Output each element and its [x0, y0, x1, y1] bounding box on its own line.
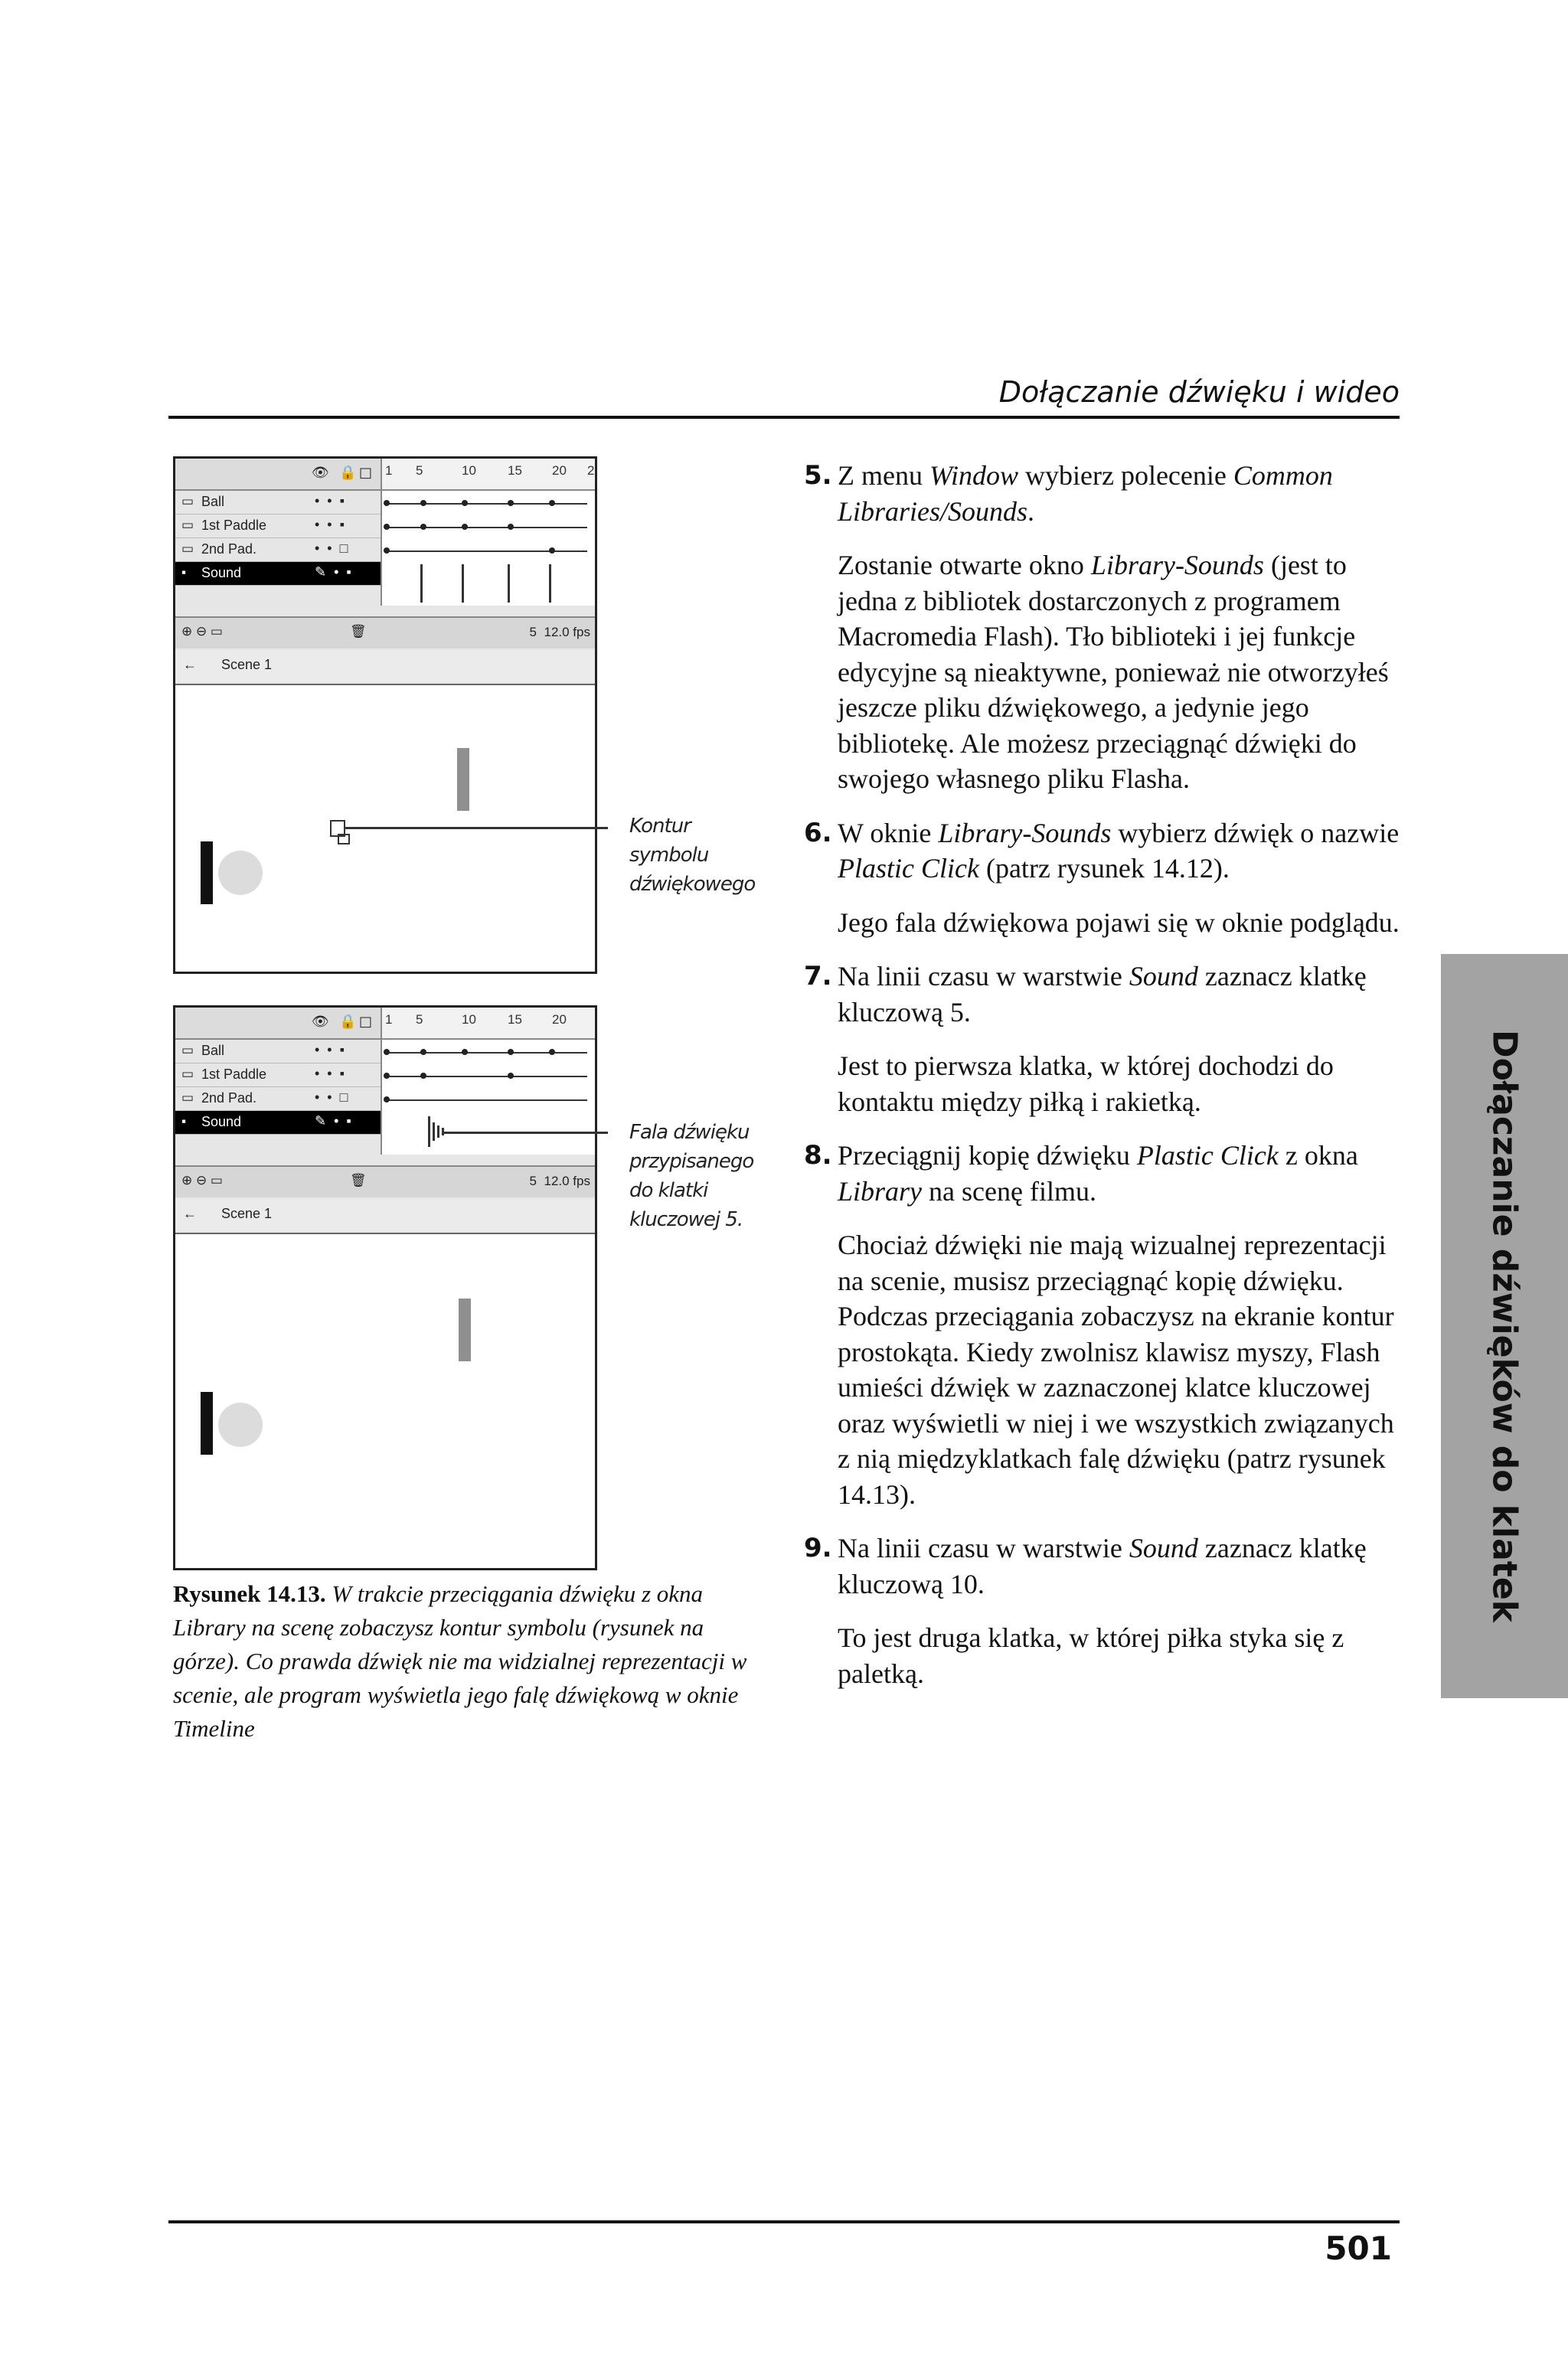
- chapter-side-tab: [1441, 954, 1568, 1698]
- text: Plastic Click: [1136, 1140, 1279, 1171]
- layer-toggles: ••▪: [315, 1042, 352, 1057]
- ruler-tick: 15: [508, 1012, 522, 1027]
- text: .: [1027, 495, 1035, 527]
- paddle-right: [459, 1299, 471, 1361]
- keyframe[interactable]: [420, 500, 426, 506]
- layer-label: 1st Paddle: [201, 1067, 267, 1082]
- header-rule: [168, 416, 1400, 419]
- text: wybierz dźwięk o nazwie: [1111, 817, 1400, 848]
- running-title: Dołączanie dźwięku i wideo: [998, 375, 1400, 409]
- sound-wave: [428, 1116, 430, 1147]
- step-number: 6.: [804, 817, 832, 848]
- layer-icon: ▪: [181, 565, 187, 580]
- ball: [218, 1403, 263, 1447]
- layer-icon: ▭: [181, 1043, 194, 1057]
- tween-track: [385, 1076, 587, 1077]
- keyframe[interactable]: [549, 547, 555, 554]
- frame-marker: [549, 564, 551, 603]
- keyframe[interactable]: [384, 1096, 390, 1103]
- layer-toggles: ••▪: [315, 493, 352, 508]
- text: Na linii czasu w warstwie: [838, 1533, 1129, 1563]
- eye-icon[interactable]: 👁: [312, 465, 329, 481]
- frame-marker: [508, 564, 510, 603]
- scene-bar: [175, 650, 595, 682]
- footer-rule: [168, 2220, 1400, 2223]
- layer-icon: ▭: [181, 494, 194, 508]
- callout-line-text: dźwiękowego: [629, 873, 756, 896]
- frame-ruler[interactable]: [381, 459, 595, 489]
- layer-toggles: ••□: [315, 541, 356, 556]
- keyframe[interactable]: [508, 500, 514, 506]
- scene-name[interactable]: Scene 1: [221, 1206, 273, 1221]
- trash-icon[interactable]: 🗑: [350, 1173, 367, 1188]
- layer-toggles: ••▪: [315, 1066, 352, 1081]
- ruler-tick: 2: [587, 463, 595, 478]
- ball: [218, 851, 263, 895]
- frame-marker: [420, 564, 423, 603]
- text: (patrz rysunek 14.12).: [978, 853, 1230, 884]
- paddle-left: [201, 841, 213, 904]
- layer-toggles: ✎•▪: [315, 564, 359, 580]
- back-arrow-icon[interactable]: ←: [183, 1206, 197, 1221]
- ruler-tick: 20: [552, 1012, 567, 1027]
- layer-sound[interactable]: [175, 1111, 381, 1135]
- ruler-tick: 15: [508, 463, 522, 478]
- frame-grid[interactable]: [381, 491, 595, 606]
- back-arrow-icon[interactable]: ←: [183, 657, 197, 672]
- keyframe[interactable]: [384, 1049, 390, 1055]
- text: z okna: [1278, 1140, 1358, 1171]
- keyframe[interactable]: [384, 547, 390, 554]
- layer-sound[interactable]: [175, 562, 381, 586]
- frame-ruler[interactable]: [381, 1008, 595, 1038]
- step-7: [804, 959, 1409, 1030]
- figure-bottom-screenshot: [173, 1005, 597, 1570]
- text: Sound: [1129, 961, 1198, 991]
- eye-icon[interactable]: 👁: [312, 1014, 329, 1030]
- layer-ball[interactable]: [175, 1040, 381, 1063]
- frame-rate: 12.0 fps: [544, 625, 590, 639]
- keyframe[interactable]: [462, 1049, 468, 1055]
- drag-cursor-icon: [338, 834, 350, 844]
- callout-bottom: [629, 1118, 753, 1234]
- text: wybierz polecenie: [1018, 460, 1233, 491]
- tween-track: [385, 527, 587, 528]
- note-6: Jego fala dźwiękowa pojawi się w oknie podglądu.: [838, 907, 1400, 938]
- text: Library-Sounds: [938, 817, 1112, 848]
- keyframe[interactable]: [384, 500, 390, 506]
- keyframe[interactable]: [508, 1049, 514, 1055]
- keyframe[interactable]: [508, 1073, 514, 1079]
- ruler-tick: 5: [416, 463, 423, 478]
- text: (jest to jedna z bibliotek dostarczonych z programem Macromedia Flash). Tło biblioteki i jej funkcje edycyjne są nieaktywne, ponieważ nie otworzyłeś jeszcze pliku dźwiękowego, a jedynie jego bibliotekę. Ale możesz przeciągnąć dźwięki do swojego własnego pliku Flasha.: [838, 550, 1389, 794]
- step-8: [804, 1138, 1409, 1209]
- text: Library-Sounds: [1090, 550, 1264, 580]
- timeline-controls: [175, 1165, 595, 1197]
- ruler-tick: 10: [462, 463, 476, 478]
- paddle-left: [201, 1392, 213, 1455]
- text: Library: [838, 1175, 923, 1207]
- step-number: 7.: [804, 961, 832, 991]
- layer-1st-paddle[interactable]: [175, 515, 381, 538]
- note-5: [804, 547, 1409, 797]
- timeline-panel: [175, 459, 595, 685]
- layer-label: 2nd Pad.: [201, 1090, 257, 1106]
- scene-bar: [175, 1199, 595, 1231]
- layer-icon: ▭: [181, 1067, 194, 1081]
- keyframe[interactable]: [549, 1049, 555, 1055]
- keyframe[interactable]: [384, 524, 390, 530]
- timeline-controls: [175, 616, 595, 648]
- step-9: [804, 1531, 1409, 1602]
- callout-line-text: Fala dźwięku: [629, 1121, 750, 1144]
- layer-label: 2nd Pad.: [201, 541, 257, 557]
- callout-line: [443, 1132, 608, 1134]
- layer-1st-paddle[interactable]: [175, 1063, 381, 1087]
- side-tab-label: Dołączanie dźwięków do klatek: [1485, 1030, 1524, 1622]
- tween-track: [385, 1099, 587, 1101]
- sound-wave: [437, 1125, 439, 1138]
- note-8: Chociaż dźwięki nie mają wizualnej reprezentacji na scenie, musisz przeciągnąć kopię dźwięku. Podczas przeciągania zobaczysz na ekranie kontur prostokąta. Kiedy zwolnisz klawisz myszy, Flash umieści dźwięk w zaznaczonej klatce kluczowej oraz wyświetli w niej i we wszystkich związanych z nią międzyklatkach falę dźwięku (patrz rysunek 14.13).: [838, 1230, 1394, 1510]
- paddle-right: [457, 748, 469, 811]
- layer-buttons-icon[interactable]: ⊕ ⊖ ▭: [181, 624, 223, 639]
- layer-icon: ▭: [181, 541, 194, 556]
- callout-line-text: symbolu: [629, 844, 709, 867]
- text: Window: [929, 460, 1018, 491]
- keyframe[interactable]: [384, 1073, 390, 1079]
- text: Zostanie otwarte okno: [838, 550, 1091, 580]
- keyframe[interactable]: [462, 524, 468, 530]
- sound-wave: [433, 1122, 435, 1141]
- page-number: 501: [1325, 2230, 1392, 2267]
- layer-2nd-paddle[interactable]: [175, 1087, 381, 1111]
- callout-line-text: kluczowej 5.: [629, 1208, 743, 1231]
- layer-label: Ball: [201, 1043, 225, 1058]
- keyframe[interactable]: [462, 500, 468, 506]
- text: zaznacz klatkę kluczową 10.: [838, 1533, 1367, 1599]
- caption-text: W trakcie przeciągania dźwięku z okna Library na scenę zobaczysz kontur symbolu (rysunek na górze). Co prawda dźwięk nie ma widzialnej reprezentacji w scenie, ale program wyświetla jego falę dźwiękową w oknie Timeline: [173, 1580, 747, 1742]
- timeline-panel: [175, 1008, 595, 1234]
- ruler-tick: 5: [416, 1012, 423, 1027]
- note-9: To jest druga klatka, w której piłka styka się z paletką.: [838, 1622, 1344, 1689]
- layer-label: Sound: [201, 1114, 242, 1129]
- callout-line: [345, 827, 608, 829]
- ruler-tick: 1: [385, 463, 393, 478]
- layer-icon: ▪: [181, 1114, 187, 1129]
- current-frame: 5: [529, 625, 537, 639]
- layer-icon: ▭: [181, 518, 194, 532]
- text: Plastic Click: [838, 853, 979, 884]
- keyframe[interactable]: [420, 1049, 426, 1055]
- caption-label: Rysunek 14.13.: [173, 1580, 326, 1607]
- layer-label: 1st Paddle: [201, 518, 267, 533]
- tween-track: [385, 1052, 587, 1054]
- keyframe[interactable]: [508, 524, 514, 530]
- callout-line-text: przypisanego: [629, 1150, 754, 1173]
- lock-icon[interactable]: 🔒: [339, 1014, 357, 1030]
- trash-icon[interactable]: 🗑: [350, 624, 367, 639]
- frame-marker: [462, 564, 464, 603]
- outline-icon[interactable]: □: [359, 1014, 373, 1030]
- note-7: Jest to pierwsza klatka, w której dochodzi do kontaktu między piłką i rakietką.: [838, 1050, 1334, 1117]
- keyframe[interactable]: [420, 524, 426, 530]
- callout-line-text: Kontur: [629, 815, 691, 838]
- current-frame: 5: [529, 1174, 537, 1188]
- layer-ball[interactable]: [175, 491, 381, 515]
- ruler-tick: 20: [552, 463, 567, 478]
- layer-label: Ball: [201, 494, 225, 509]
- instruction-column: [804, 458, 1409, 1710]
- frame-grid[interactable]: [381, 1040, 595, 1155]
- text: Na linii czasu w warstwie: [838, 961, 1129, 991]
- callout-top: [629, 812, 755, 899]
- text: Sound: [1129, 1533, 1198, 1563]
- lock-icon[interactable]: 🔒: [339, 465, 357, 481]
- text: zaznacz klatkę kluczową 5.: [838, 961, 1367, 1027]
- text: Common Libraries/Sounds: [838, 460, 1333, 527]
- text: Z menu: [838, 460, 929, 491]
- step-number: 5.: [804, 460, 832, 491]
- step-number: 9.: [804, 1533, 832, 1563]
- layer-2nd-paddle[interactable]: [175, 538, 381, 562]
- layer-toggles: ✎•▪: [315, 1113, 359, 1129]
- keyframe[interactable]: [420, 1073, 426, 1079]
- outline-icon[interactable]: □: [359, 465, 373, 481]
- scene-name[interactable]: Scene 1: [221, 657, 273, 672]
- step-number: 8.: [804, 1140, 832, 1171]
- tween-track: [385, 503, 587, 505]
- figure-caption: [173, 1577, 755, 1746]
- frame-rate: 12.0 fps: [544, 1174, 590, 1188]
- text: na scenę filmu.: [922, 1175, 1096, 1207]
- figure-top-screenshot: [173, 456, 597, 974]
- layer-toggles: ••▪: [315, 517, 352, 532]
- step-6: [804, 815, 1409, 887]
- text: Przeciągnij kopię dźwięku: [838, 1140, 1137, 1171]
- ruler-tick: 1: [385, 1012, 393, 1027]
- layer-icon: ▭: [181, 1090, 194, 1105]
- layer-toggles: ••□: [315, 1089, 356, 1105]
- layer-buttons-icon[interactable]: ⊕ ⊖ ▭: [181, 1173, 223, 1188]
- layer-label: Sound: [201, 565, 242, 580]
- keyframe[interactable]: [549, 500, 555, 506]
- tween-track: [385, 550, 587, 552]
- text: W oknie: [838, 817, 939, 848]
- step-5: [804, 458, 1409, 529]
- callout-line-text: do klatki: [629, 1179, 708, 1202]
- ruler-tick: 10: [462, 1012, 476, 1027]
